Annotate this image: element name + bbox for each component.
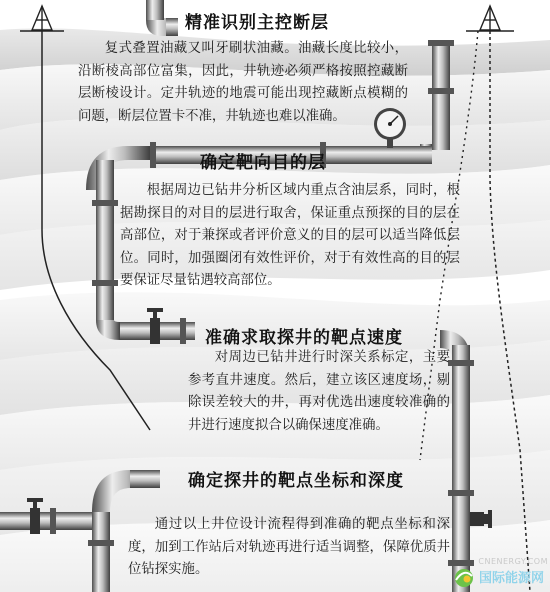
section-2-body: 根据周边已钻井分析区域内重点含油层系，同时，根据勘探目的对目的层进行取舍，保证重点预探的目的层在高部位，对于兼探或者评价意义的目的层可以适当降低层位。同时，加强圈闭有效性评价，对于有效性高的目的层要保证尽量钻遇较高部位。 [120,183,460,288]
section-1-title: 精准识别主控断层 [185,13,329,33]
energy-logo-icon [452,566,476,588]
section-4-body: 通过以上井位设计流程得到准确的靶点坐标和深度，加到工作站后对轨迹再进行适当调整，保障优质井位钻探实施。 [128,517,450,577]
section-2-title: 确定靶向目的层 [200,153,326,173]
pipe-segment [146,0,178,36]
oil-derrick-icon [20,6,64,31]
pipe-valve-icon [470,510,492,528]
watermark-text: 国际能源网 [478,571,544,586]
section-4-title: 确定探井的靶点坐标和深度 [188,471,404,491]
watermark [452,566,544,588]
section-1-body: 复式叠置油藏又叫牙刷状油藏。油藏长度比较小，沿断棱高部位富集，因此，井轨迹必须严格按照控藏断层断棱设计。定井轨迹的地震可能出现控藏断点模糊的问题，断层位置卡不准，井轨迹也难以准确。 [78,41,408,124]
section-3-body: 对周边已钻井进行时深关系标定，主要参考直井速度。然后，建立该区速度场，剔除误差较大的井，再对优选出速度较准确的井进行速度拟合以确保速度准确。 [188,350,450,433]
section-3-title: 准确求取探井的靶点速度 [205,328,403,348]
oil-derrick-icon [466,6,514,31]
watermark-url: CNENERGY.COM [478,557,548,566]
